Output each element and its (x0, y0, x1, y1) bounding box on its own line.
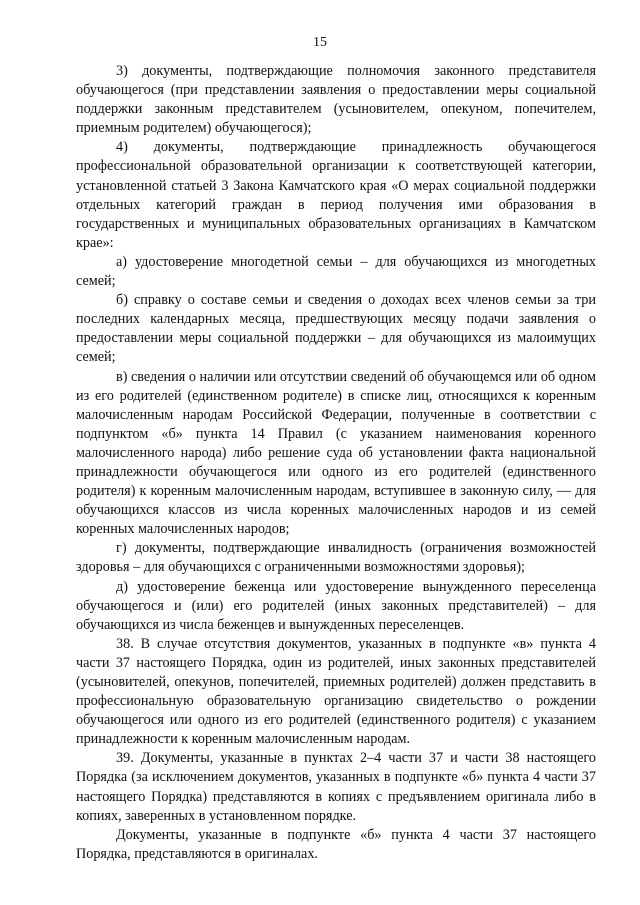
paragraph-subitem-d: д) удостоверение беженца или удостоверение вынужденного переселенца обучающегося и (или) его родителей (иных законных представителей) – для обучающихся из числа беженцев и вынужденных переселенцев. (76, 578, 596, 633)
paragraph-originals-note: Документы, указанные в подпункте «б» пункта 4 части 37 настоящего Порядка, представляются в оригиналах. (76, 826, 596, 862)
paragraph-subitem-v: в) сведения о наличии или отсутствии сведений об обучающемся или об одном из его родителей (единственном родителе) в списке лиц, относящихся к коренным малочисленным народам Российской Федерации, полученные в соответствии с подпунктом «б» пункта 14 Правил (с указанием наименования коренного малочисленного народа) либо решение суда об установлении факта национальной принадлежности обучающегося или одного из его родителей (единственного родителя) к коренным малочисленным народам, вступившее в законную силу, — для обучающихся классов из числа коренных малочисленных народов и из семей коренных малочисленных народов; (76, 368, 596, 538)
paragraph-section-39: 39. Документы, указанные в пунктах 2–4 части 37 и части 38 настоящего Порядка (за исключением документов, указанных в подпункте «б» пункта 4 части 37 настоящего Порядка) представляются в копиях с предъявлением оригинала либо в копиях, заверенных в установленном порядке. (76, 750, 596, 824)
document-body (76, 62, 596, 864)
page-number: 15 (313, 35, 327, 50)
paragraph-subitem-b: б) справку о составе семьи и сведения о доходах всех членов семьи за три последних календарных месяца, предшествующих месяцу подачи заявления о предоставлении меры социальной поддержки – для обучающихся из малоимущих семей; (76, 292, 596, 366)
paragraph-subitem-g: г) документы, подтверждающие инвалидность (ограничения возможностей здоровья – для обучающихся с ограниченными возможностями здоровья); (76, 540, 596, 576)
paragraph-item-4: 4) документы, подтверждающие принадлежность обучающегося профессиональной образовательной организации к соответствующей категории, установленной статьей 3 Закона Камчатского края «О мерах социальной поддержки отдельных категорий граждан в период получения ими образования в государственных и муниципальных образовательных организациях в Камчатском крае»: (76, 139, 596, 251)
paragraph-item-3: 3) документы, подтверждающие полномочия законного представителя обучающегося (при представлении заявления о предоставлении меры социальной поддержки законным представителем (усыновителем, опекуном, попечителем, приемным родителем) обучающегося); (76, 63, 596, 137)
paragraph-subitem-a: а) удостоверение многодетной семьи – для обучающихся из многодетных семей; (76, 253, 596, 290)
paragraph-section-38: 38. В случае отсутствия документов, указанных в подпункте «в» пункта 4 части 37 настоящего Порядка, один из родителей, иных законных представителей (усыновителей, опекунов, попечителей, приемных родителей) должен представить в профессиональную образовательную организацию свидетельство о рождении обучающегося или одного из его родителей (единственного родителя) с указанием принадлежности к коренным малочисленным народам. (76, 635, 596, 748)
